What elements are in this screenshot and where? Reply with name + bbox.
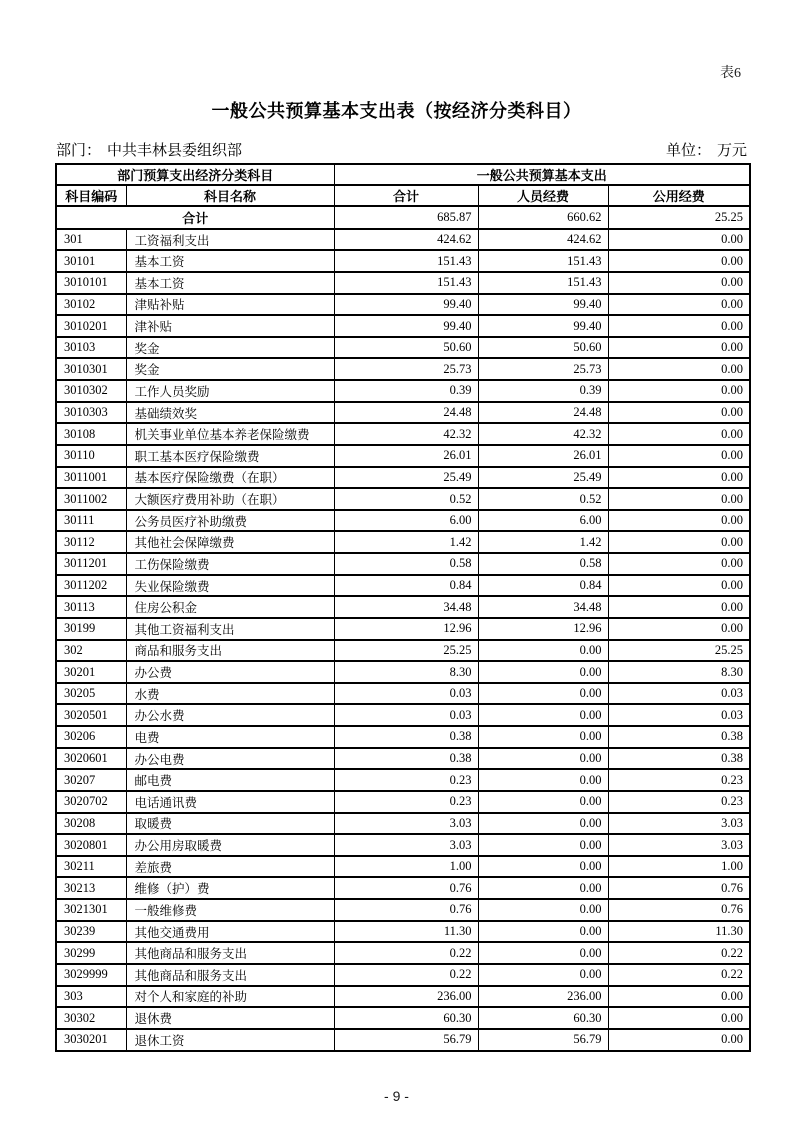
col-header-subject-name: 科目名称	[126, 185, 334, 206]
subject-name: 基本工资	[126, 272, 334, 294]
subject-name: 办公费	[126, 661, 334, 683]
subject-code: 30205	[56, 683, 126, 705]
table-row	[56, 575, 750, 597]
amount-public: 0.00	[608, 337, 750, 359]
table-row	[56, 856, 750, 878]
subject-name: 邮电费	[126, 769, 334, 791]
subject-code: 30299	[56, 942, 126, 964]
amount-total: 0.38	[334, 726, 478, 748]
subject-name: 差旅费	[126, 856, 334, 878]
amount-personnel: 0.00	[478, 921, 608, 943]
subject-code: 3010201	[56, 315, 126, 337]
subject-name: 工资福利支出	[126, 229, 334, 251]
table-row	[56, 683, 750, 705]
header-group-classification: 部门预算支出经济分类科目	[56, 164, 334, 185]
amount-total: 0.58	[334, 553, 478, 575]
subject-code: 30111	[56, 510, 126, 532]
subject-name: 电话通讯费	[126, 791, 334, 813]
amount-personnel: 0.00	[478, 964, 608, 986]
subject-name: 办公水费	[126, 704, 334, 726]
amount-personnel: 26.01	[478, 445, 608, 467]
subject-name: 基本医疗保险缴费（在职）	[126, 467, 334, 489]
amount-personnel: 0.00	[478, 748, 608, 770]
subject-code: 3011202	[56, 575, 126, 597]
subject-code: 3010301	[56, 358, 126, 380]
col-header-total: 合计	[334, 185, 478, 206]
table-row	[56, 964, 750, 986]
amount-total: 25.25	[334, 640, 478, 662]
amount-public: 0.00	[608, 488, 750, 510]
amount-total: 0.52	[334, 488, 478, 510]
subject-name: 一般维修费	[126, 899, 334, 921]
table-row	[56, 661, 750, 683]
amount-personnel: 6.00	[478, 510, 608, 532]
subject-code: 30213	[56, 877, 126, 899]
amount-public: 25.25	[608, 640, 750, 662]
subject-name: 对个人和家庭的补助	[126, 986, 334, 1008]
amount-personnel: 60.30	[478, 1007, 608, 1029]
amount-personnel: 99.40	[478, 294, 608, 316]
amount-personnel: 99.40	[478, 315, 608, 337]
amount-total: 6.00	[334, 510, 478, 532]
amount-personnel: 0.84	[478, 575, 608, 597]
table-row	[56, 726, 750, 748]
budget-table	[55, 163, 751, 1052]
total-row	[56, 206, 750, 229]
subject-name: 大额医疗费用补助（在职）	[126, 488, 334, 510]
subject-code: 30113	[56, 596, 126, 618]
amount-public: 0.00	[608, 445, 750, 467]
amount-public: 8.30	[608, 661, 750, 683]
subject-code: 30103	[56, 337, 126, 359]
amount-total: 0.22	[334, 964, 478, 986]
amount-total: 0.03	[334, 683, 478, 705]
amount-public: 0.00	[608, 986, 750, 1008]
subject-code: 30101	[56, 250, 126, 272]
table-row	[56, 380, 750, 402]
table-row	[56, 294, 750, 316]
amount-personnel: 1.42	[478, 531, 608, 553]
header-group-row	[56, 164, 750, 185]
table-row	[56, 531, 750, 553]
amount-personnel: 0.52	[478, 488, 608, 510]
table-row	[56, 942, 750, 964]
amount-public: 0.00	[608, 467, 750, 489]
amount-personnel: 0.00	[478, 769, 608, 791]
amount-public: 0.00	[608, 294, 750, 316]
meta-row	[56, 139, 747, 160]
amount-personnel: 34.48	[478, 596, 608, 618]
amount-personnel: 0.58	[478, 553, 608, 575]
amount-public: 0.00	[608, 272, 750, 294]
amount-public: 0.00	[608, 380, 750, 402]
subject-code: 303	[56, 986, 126, 1008]
subject-code: 3020601	[56, 748, 126, 770]
unit-line	[666, 139, 747, 160]
amount-total: 24.48	[334, 402, 478, 424]
subject-name: 奖金	[126, 358, 334, 380]
subject-code: 3010101	[56, 272, 126, 294]
amount-public: 0.00	[608, 596, 750, 618]
amount-public: 3.03	[608, 834, 750, 856]
subject-code: 302	[56, 640, 126, 662]
amount-personnel: 424.62	[478, 229, 608, 251]
amount-total: 0.76	[334, 877, 478, 899]
table-body	[56, 206, 750, 1051]
subject-code: 3010302	[56, 380, 126, 402]
total-row-amount-personnel: 660.62	[478, 206, 608, 229]
amount-personnel: 42.32	[478, 423, 608, 445]
amount-total: 424.62	[334, 229, 478, 251]
amount-public: 0.22	[608, 942, 750, 964]
table-row	[56, 921, 750, 943]
subject-code: 30211	[56, 856, 126, 878]
page-title: 一般公共预算基本支出表（按经济分类科目）	[211, 101, 582, 121]
amount-total: 151.43	[334, 250, 478, 272]
subject-code: 3020702	[56, 791, 126, 813]
subject-name: 其他工资福利支出	[126, 618, 334, 640]
table-row	[56, 445, 750, 467]
amount-personnel: 24.48	[478, 402, 608, 424]
total-row-amount-total: 685.87	[334, 206, 478, 229]
subject-code: 30112	[56, 531, 126, 553]
column-header-row	[56, 185, 750, 206]
table-row	[56, 899, 750, 921]
amount-total: 25.49	[334, 467, 478, 489]
subject-name: 其他社会保障缴费	[126, 531, 334, 553]
amount-public: 0.38	[608, 726, 750, 748]
table-row	[56, 769, 750, 791]
amount-public: 0.03	[608, 683, 750, 705]
subject-name: 机关事业单位基本养老保险缴费	[126, 423, 334, 445]
amount-public: 0.00	[608, 402, 750, 424]
amount-total: 26.01	[334, 445, 478, 467]
amount-total: 1.00	[334, 856, 478, 878]
amount-public: 0.00	[608, 358, 750, 380]
amount-personnel: 151.43	[478, 250, 608, 272]
amount-public: 0.76	[608, 899, 750, 921]
page-number: - 9 -	[384, 1088, 409, 1104]
amount-total: 50.60	[334, 337, 478, 359]
subject-code: 30201	[56, 661, 126, 683]
amount-total: 0.76	[334, 899, 478, 921]
amount-personnel: 0.00	[478, 683, 608, 705]
subject-code: 3011001	[56, 467, 126, 489]
subject-name: 办公电费	[126, 748, 334, 770]
amount-personnel: 25.49	[478, 467, 608, 489]
amount-public: 0.00	[608, 1007, 750, 1029]
header-group-basic-expenditure: 一般公共预算基本支出	[334, 164, 750, 185]
table-row	[56, 704, 750, 726]
subject-name: 公务员医疗补助缴费	[126, 510, 334, 532]
amount-total: 99.40	[334, 315, 478, 337]
table-row	[56, 791, 750, 813]
table-row	[56, 618, 750, 640]
amount-total: 236.00	[334, 986, 478, 1008]
table-row	[56, 553, 750, 575]
amount-total: 8.30	[334, 661, 478, 683]
amount-total: 0.39	[334, 380, 478, 402]
amount-public: 0.38	[608, 748, 750, 770]
subject-code: 301	[56, 229, 126, 251]
table-row	[56, 250, 750, 272]
amount-personnel: 0.00	[478, 661, 608, 683]
subject-name: 办公用房取暖费	[126, 834, 334, 856]
subject-name: 电费	[126, 726, 334, 748]
amount-total: 60.30	[334, 1007, 478, 1029]
amount-personnel: 0.00	[478, 877, 608, 899]
amount-total: 0.84	[334, 575, 478, 597]
table-row	[56, 834, 750, 856]
amount-public: 0.03	[608, 704, 750, 726]
amount-public: 1.00	[608, 856, 750, 878]
amount-public: 0.00	[608, 250, 750, 272]
table-row	[56, 358, 750, 380]
amount-personnel: 0.00	[478, 726, 608, 748]
amount-personnel: 12.96	[478, 618, 608, 640]
amount-total: 0.23	[334, 791, 478, 813]
table-row	[56, 1007, 750, 1029]
amount-personnel: 0.00	[478, 899, 608, 921]
amount-total: 56.79	[334, 1029, 478, 1051]
amount-personnel: 151.43	[478, 272, 608, 294]
table-row	[56, 315, 750, 337]
unit-label: 单位：	[665, 143, 711, 159]
unit-value: 万元	[716, 143, 747, 159]
subject-code: 30208	[56, 813, 126, 835]
col-header-subject-code: 科目编码	[56, 185, 126, 206]
table-row	[56, 640, 750, 662]
subject-name: 其他商品和服务支出	[126, 942, 334, 964]
total-row-label: 合计	[56, 206, 334, 229]
amount-personnel: 0.00	[478, 640, 608, 662]
subject-code: 3020501	[56, 704, 126, 726]
subject-name: 基础绩效奖	[126, 402, 334, 424]
subject-name: 职工基本医疗保险缴费	[126, 445, 334, 467]
amount-personnel: 25.73	[478, 358, 608, 380]
table-row	[56, 748, 750, 770]
table-row	[56, 488, 750, 510]
amount-public: 0.00	[608, 553, 750, 575]
table-number-tag: 表6	[720, 66, 741, 81]
table-row	[56, 1029, 750, 1051]
subject-code: 30207	[56, 769, 126, 791]
department-label: 部门：	[56, 143, 102, 159]
subject-name: 商品和服务支出	[126, 640, 334, 662]
amount-total: 151.43	[334, 272, 478, 294]
subject-name: 奖金	[126, 337, 334, 359]
amount-public: 0.00	[608, 575, 750, 597]
amount-total: 0.38	[334, 748, 478, 770]
table-row	[56, 337, 750, 359]
subject-code: 30110	[56, 445, 126, 467]
amount-public: 0.00	[608, 315, 750, 337]
subject-code: 30239	[56, 921, 126, 943]
subject-code: 3020801	[56, 834, 126, 856]
amount-personnel: 56.79	[478, 1029, 608, 1051]
amount-total: 11.30	[334, 921, 478, 943]
subject-name: 其他商品和服务支出	[126, 964, 334, 986]
subject-name: 退休工资	[126, 1029, 334, 1051]
table-row	[56, 272, 750, 294]
amount-public: 0.00	[608, 423, 750, 445]
subject-code: 30199	[56, 618, 126, 640]
amount-total: 3.03	[334, 813, 478, 835]
table-row	[56, 467, 750, 489]
subject-code: 3021301	[56, 899, 126, 921]
amount-personnel: 0.00	[478, 942, 608, 964]
subject-code: 3011002	[56, 488, 126, 510]
amount-personnel: 0.00	[478, 791, 608, 813]
amount-total: 42.32	[334, 423, 478, 445]
amount-personnel: 50.60	[478, 337, 608, 359]
amount-public: 11.30	[608, 921, 750, 943]
subject-name: 工伤保险缴费	[126, 553, 334, 575]
subject-code: 3011201	[56, 553, 126, 575]
table-row	[56, 596, 750, 618]
table-row	[56, 877, 750, 899]
amount-total: 0.03	[334, 704, 478, 726]
amount-public: 0.00	[608, 229, 750, 251]
col-header-personnel-expense: 人员经费	[478, 185, 608, 206]
amount-personnel: 0.00	[478, 813, 608, 835]
amount-total: 0.23	[334, 769, 478, 791]
amount-total: 25.73	[334, 358, 478, 380]
subject-name: 津贴补贴	[126, 294, 334, 316]
table-row	[56, 813, 750, 835]
subject-code: 30206	[56, 726, 126, 748]
amount-personnel: 0.00	[478, 856, 608, 878]
subject-name: 津补贴	[126, 315, 334, 337]
amount-total: 34.48	[334, 596, 478, 618]
amount-public: 0.00	[608, 510, 750, 532]
amount-total: 99.40	[334, 294, 478, 316]
col-header-public-expense: 公用经费	[608, 185, 750, 206]
subject-code: 30108	[56, 423, 126, 445]
subject-name: 取暖费	[126, 813, 334, 835]
amount-personnel: 236.00	[478, 986, 608, 1008]
amount-public: 0.22	[608, 964, 750, 986]
subject-name: 住房公积金	[126, 596, 334, 618]
subject-name: 工作人员奖励	[126, 380, 334, 402]
subject-name: 维修（护）费	[126, 877, 334, 899]
amount-personnel: 0.00	[478, 704, 608, 726]
total-row-amount-public: 25.25	[608, 206, 750, 229]
table-row	[56, 229, 750, 251]
amount-total: 1.42	[334, 531, 478, 553]
subject-name: 退休费	[126, 1007, 334, 1029]
table-row	[56, 986, 750, 1008]
table-row	[56, 402, 750, 424]
amount-public: 0.23	[608, 791, 750, 813]
subject-code: 3030201	[56, 1029, 126, 1051]
amount-total: 3.03	[334, 834, 478, 856]
amount-total: 12.96	[334, 618, 478, 640]
amount-personnel: 0.00	[478, 834, 608, 856]
subject-name: 失业保险缴费	[126, 575, 334, 597]
subject-name: 基本工资	[126, 250, 334, 272]
department-name: 中共丰林县委组织部	[107, 143, 243, 159]
amount-total: 0.22	[334, 942, 478, 964]
subject-name: 水费	[126, 683, 334, 705]
amount-personnel: 0.39	[478, 380, 608, 402]
amount-public: 0.00	[608, 1029, 750, 1051]
subject-code: 30102	[56, 294, 126, 316]
amount-public: 0.23	[608, 769, 750, 791]
subject-name: 其他交通费用	[126, 921, 334, 943]
table-row	[56, 423, 750, 445]
table-header	[56, 164, 750, 206]
subject-code: 3029999	[56, 964, 126, 986]
subject-code: 3010303	[56, 402, 126, 424]
department-line	[56, 139, 242, 160]
amount-public: 0.76	[608, 877, 750, 899]
amount-public: 0.00	[608, 531, 750, 553]
table-row	[56, 510, 750, 532]
subject-code: 30302	[56, 1007, 126, 1029]
amount-public: 3.03	[608, 813, 750, 835]
amount-public: 0.00	[608, 618, 750, 640]
